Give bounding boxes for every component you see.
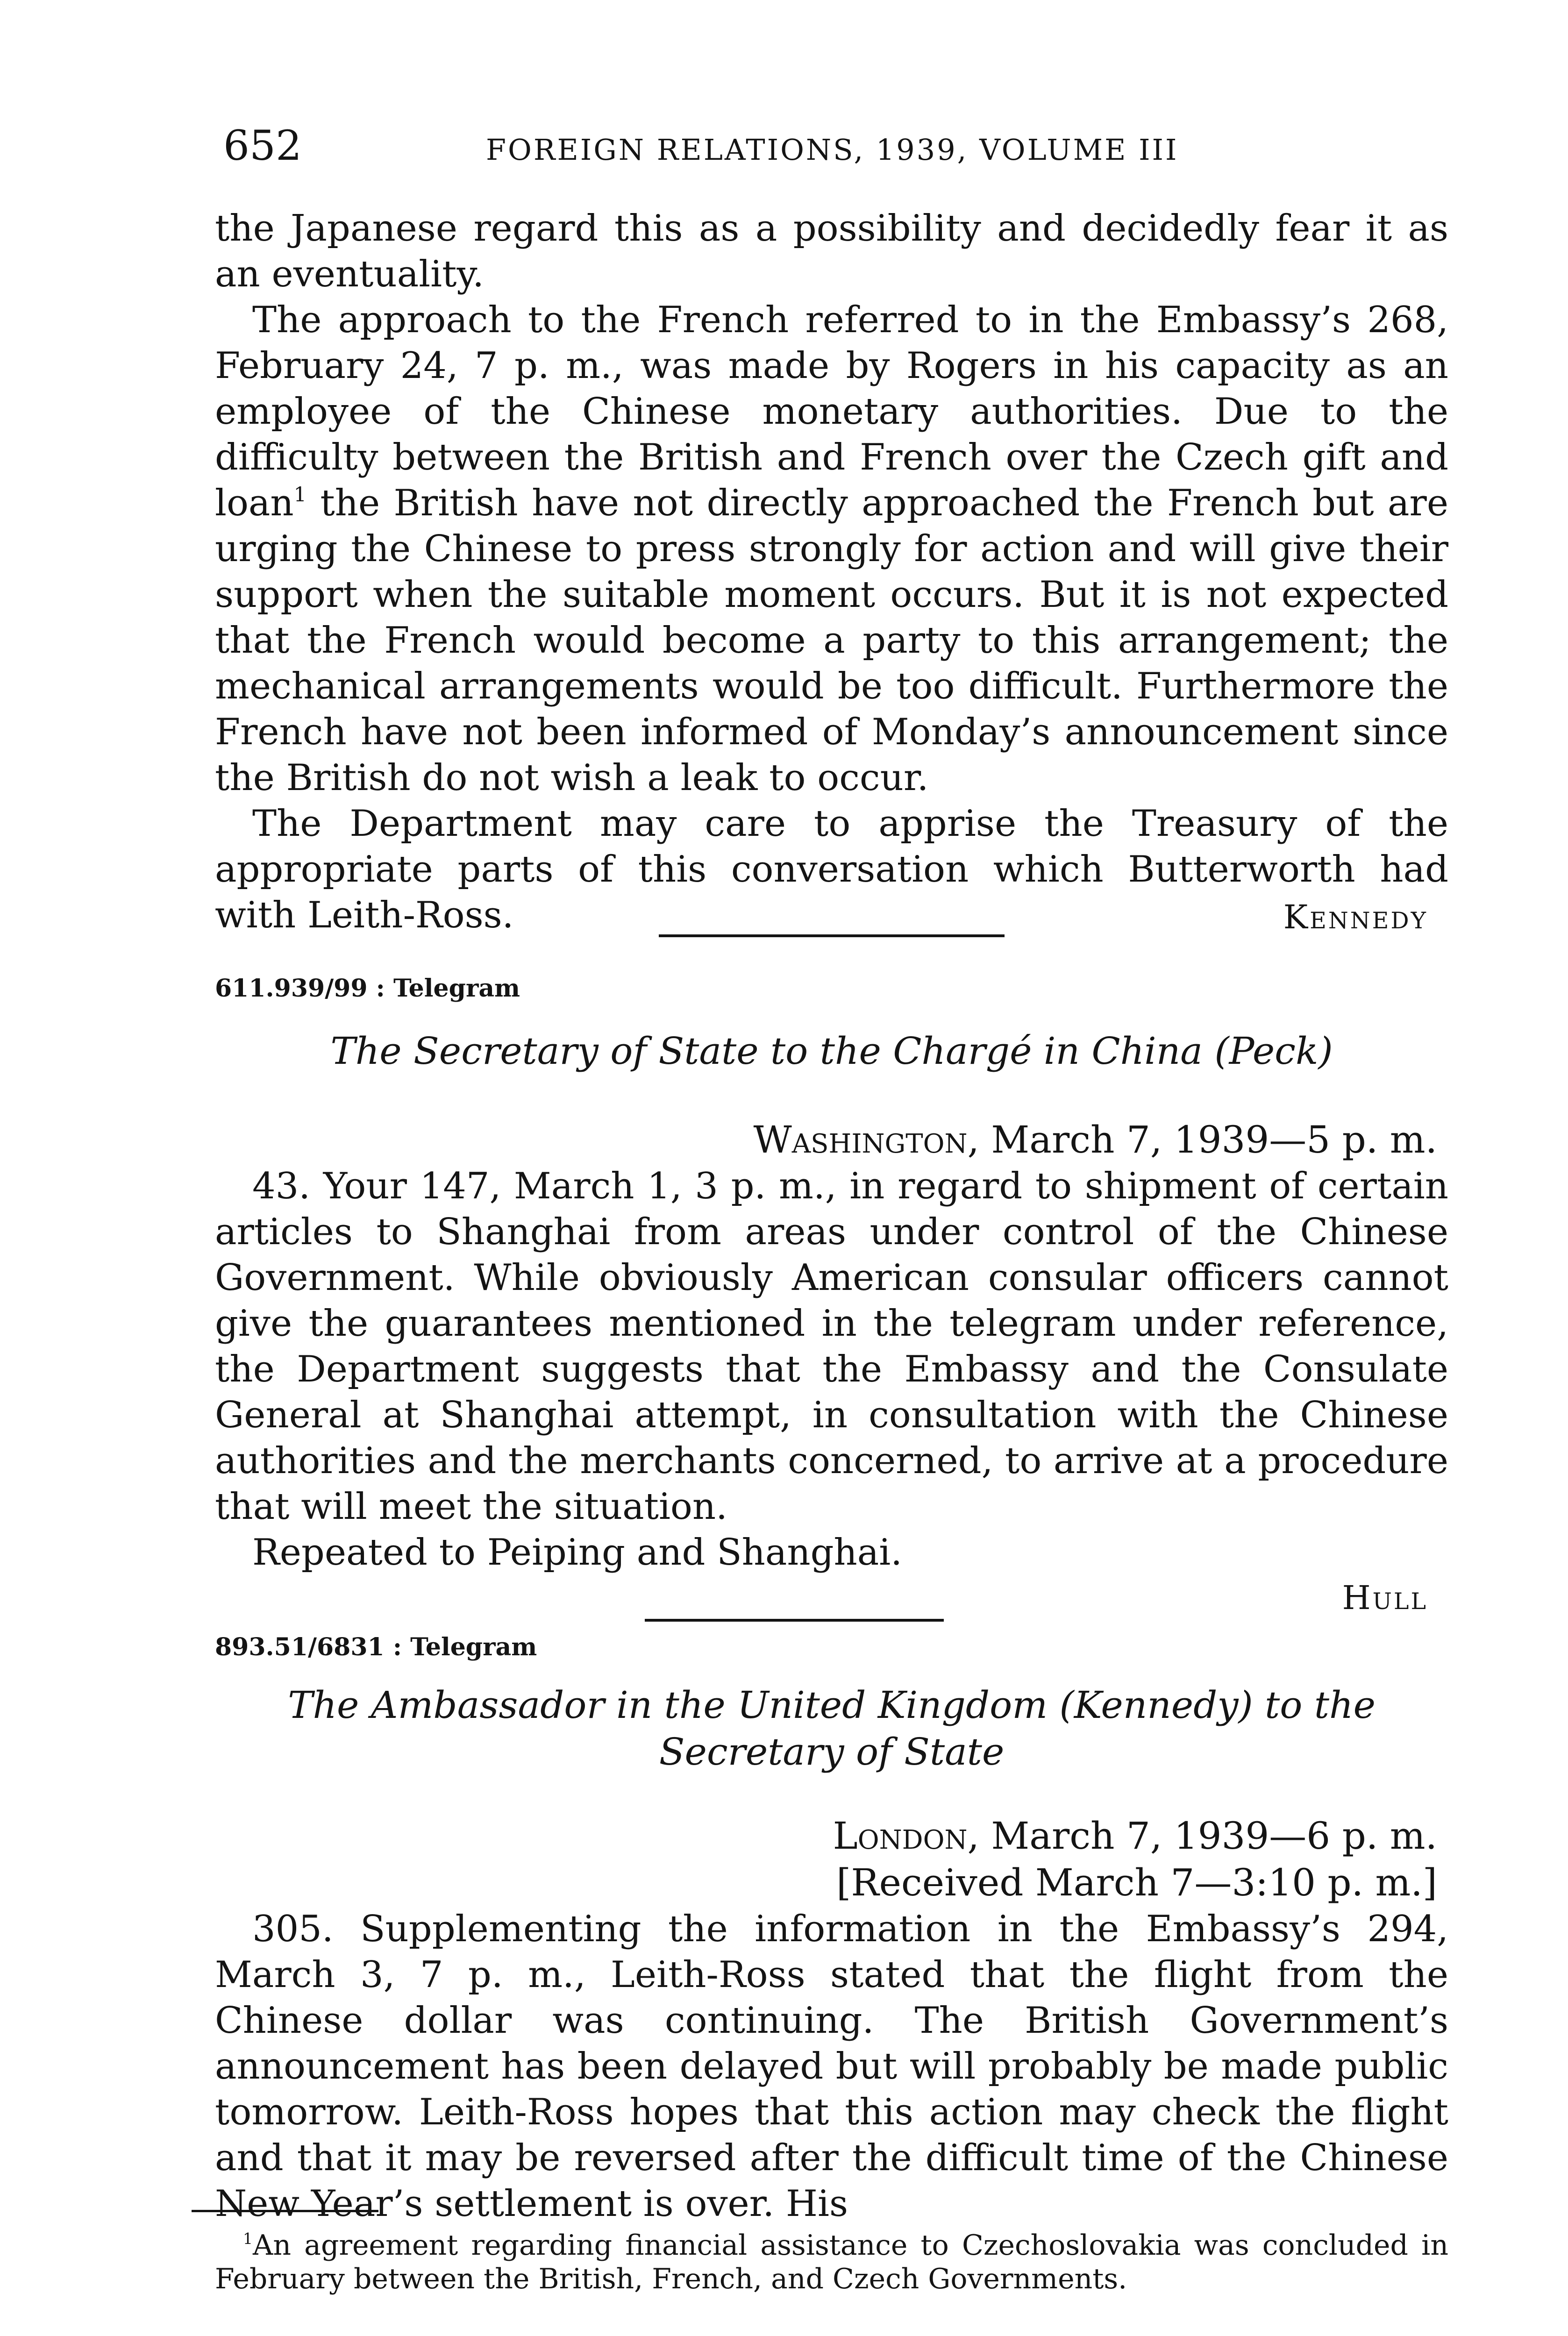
dateline-date: , March 7, 1939—5 p. m.: [967, 1118, 1437, 1161]
footnote-marker: 1: [243, 2229, 253, 2248]
paragraph: Repeated to Peiping and Shanghai.: [252, 1531, 903, 1574]
paragraph-text: The approach to the French referred to in the Embassy’s 268, February 24, 7 p. m., was made by Rogers in his capacity as an employee of the Chinese monetary authorities. Due to the difficulty between the British and French over the Czech gift and loan: [215, 299, 1448, 524]
paragraph: [215, 297, 1448, 801]
paragraph: 43. Your 147, March 1, 3 p. m., in regard to shipment of certain articles to Shanghai from areas under control of the Chinese Government. While obviously American consular officers cannot give the guarantees mentioned in the telegram under reference, the Department suggests that the Embassy and the Consulate General at Shanghai attempt, in consultation with the Chinese authorities and the merchants concerned, to arrive at a procedure that will meet the situation.: [215, 1165, 1448, 1528]
paragraph-text: the British have not directly approached the French but are urging the Chinese to press strongly for action and will give their support when the suitable moment occurs. But it is not expected that the French would become a party to this arrangement; the mechanical arrangements would be too difficult. Furthermore the French have not been informed of Monday’s announcement since the British do not wish a leak to occur.: [215, 482, 1448, 799]
document-title: The Secretary of State to the Chargé in China (Peck): [330, 1029, 1333, 1073]
dateline: [833, 1814, 1437, 1858]
footnote-body: An agreement regarding financial assistance to Czechoslovakia was concluded in February between the British, French, and Czech Governments.: [215, 2229, 1448, 2295]
document-title-line: Secretary of State: [659, 1730, 1005, 1773]
signature-hull: Hull: [1342, 1579, 1428, 1617]
section2-body: [215, 1163, 1448, 1575]
file-reference: 611.939/99 : Telegram: [215, 974, 520, 1003]
paragraph: 305. Supplementing the information in the Embassy’s 294, March 3, 7 p. m., Leith-Ross stated that the flight from the Chinese dollar was continuing. The British Government’s announcement has been delayed but will probably be made public tomorrow. Leith-Ross hopes that this action may check the flight and that it may be reversed after the difficult time of the Chinese New Year’s settlement is over. His: [215, 1908, 1448, 2225]
document-title: [215, 1682, 1448, 1775]
dateline-date: , March 7, 1939—6 p. m.: [967, 1814, 1437, 1858]
page-number: 652: [223, 121, 302, 170]
footnote-marker: 1: [293, 483, 306, 506]
section3-body: [215, 1906, 1448, 2227]
file-reference: 893.51/6831 : Telegram: [215, 1633, 537, 1661]
document-title-line: The Ambassador in the United Kingdom (Kennedy) to the: [288, 1683, 1376, 1727]
dateline: [753, 1118, 1438, 1161]
running-head: FOREIGN RELATIONS, 1939, VOLUME III: [486, 133, 1179, 167]
paragraph: the Japanese regard this as a possibility and decidedly fear it as an eventuality.: [215, 207, 1448, 295]
footnote-rule: [192, 2210, 378, 2212]
paragraph: The Department may care to apprise the Treasury of the appropriate parts of this conversation which Butterworth had with Leith-Ross.: [215, 803, 1448, 936]
section-divider: [645, 1619, 944, 1622]
footnote: [215, 2229, 1448, 2296]
section-divider: [659, 934, 1005, 937]
dateline-place: London: [833, 1814, 968, 1858]
received-line: [Received March 7—3:10 p. m.]: [836, 1861, 1437, 1904]
footnote-text: [215, 2229, 1448, 2296]
section1-body: [215, 206, 1448, 938]
signature-kennedy: Kennedy: [1283, 898, 1428, 936]
dateline-place: Washington: [753, 1118, 968, 1161]
